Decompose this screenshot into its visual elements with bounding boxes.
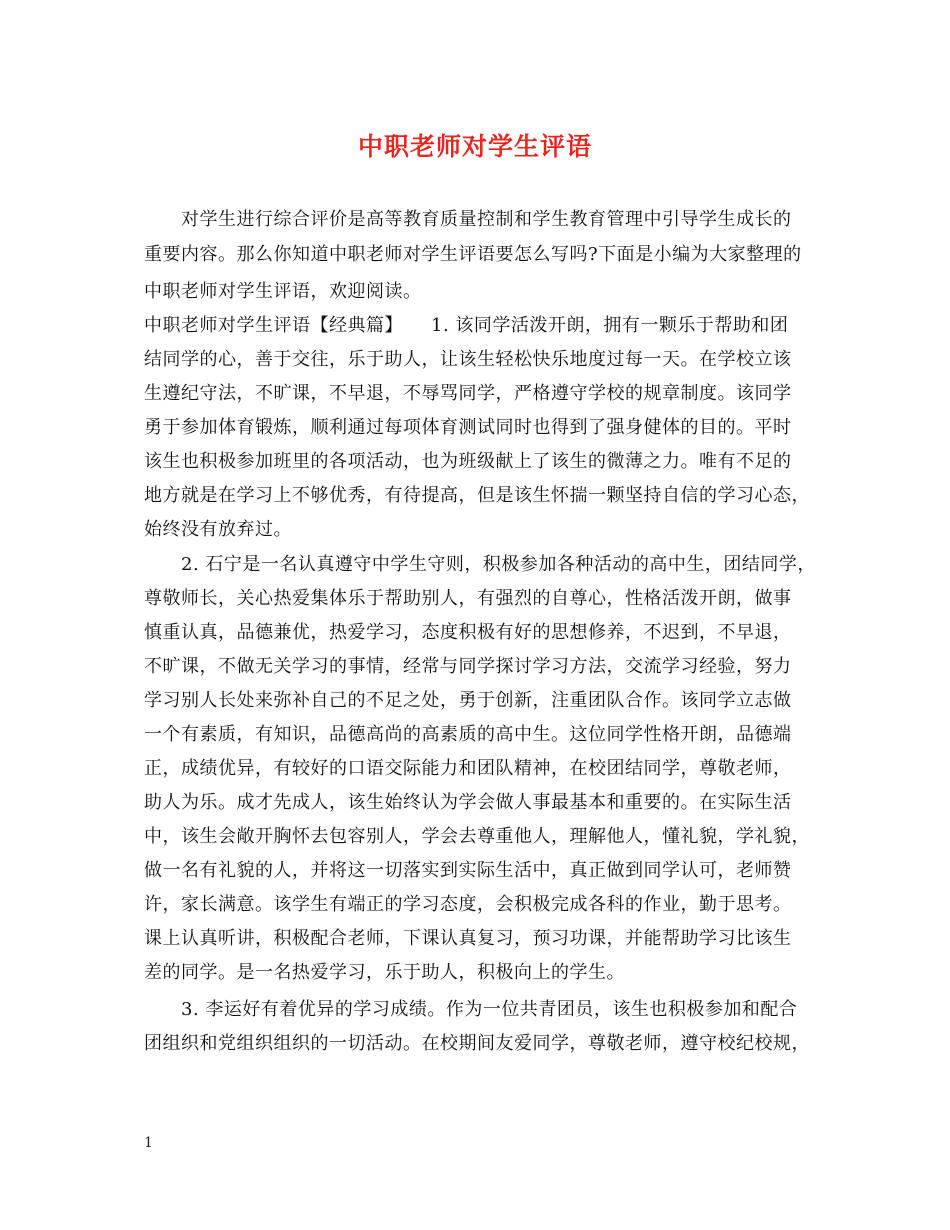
paragraph-line: 不旷课，不做无关学习的事情，经常与同学探讨学习方法，交流学习经验，努力 (144, 656, 792, 677)
paragraph-line: 始终没有放弃过。 (144, 519, 292, 540)
paragraph-line: 慎重认真，品德兼优，热爱学习，态度积极有好的思想修养，不迟到，不早退， (144, 622, 792, 643)
paragraph-line: 对学生进行综合评价是高等教育质量控制和学生教育管理中引导学生成长的 (181, 209, 792, 230)
paragraph-line: 2. 石宁是一名认真遵守中学生守则，积极参加各种活动的高中生，团结同学， (181, 554, 816, 575)
paragraph-line: 3. 李运好有着优异的学习成绩。作为一位共青团员，该生也积极参加和配合 (181, 999, 798, 1020)
paragraph-line: 中，该生会敞开胸怀去包容别人，学会去尊重他人，理解他人，懂礼貌，学礼貌， (144, 826, 810, 847)
paragraph-line: 勇于参加体育锻炼，顺利通过每项体育测试同时也得到了强身健体的目的。平时 (144, 417, 792, 438)
paragraph-line: 该生也积极参加班里的各项活动，也为班级献上了该生的微薄之力。唯有不足的 (144, 451, 792, 472)
paragraph-line: 许，家长满意。该学生有端正的学习态度，会积极完成各科的作业，勤于思考。 (144, 894, 792, 915)
paragraph-line: 课上认真听讲，积极配合老师，下课认真复习，预习功课，并能帮助学习比该生 (144, 928, 792, 949)
paragraph-line: 做一名有礼貌的人，并将这一切落实到实际生活中，真正做到同学认可，老师赞 (144, 860, 792, 881)
paragraph-line: 一个有素质，有知识，品德高尚的高素质的高中生。这位同学性格开朗，品德端 (144, 724, 792, 745)
paragraph-line: 助人为乐。成才先成人，该生始终认为学会做人事最基本和重要的。在实际生活 (144, 792, 792, 813)
paragraph-line: 学习别人长处来弥补自己的不足之处，勇于创新，注重团队合作。该同学立志做 (144, 690, 792, 711)
page-number: 1 (144, 1135, 153, 1151)
paragraph-line: 重要内容。那么你知道中职老师对学生评语要怎么写吗?下面是小编为大家整理的 (144, 244, 802, 265)
paragraph-line: 地方就是在学习上不够优秀，有待提高，但是该生怀揣一颗坚持自信的学习心态， (144, 485, 810, 506)
paragraph-line: 中职老师对学生评语，欢迎阅读。 (144, 281, 422, 302)
paragraph-line: 生遵纪守法，不旷课，不早退，不辱骂同学，严格遵守学校的规章制度。该同学 (144, 383, 792, 404)
paragraph-line: 差的同学。是一名热爱学习，乐于助人，积极向上的学生。 (144, 962, 625, 983)
paragraph-line: 团组织和党组织组织的一切活动。在校期间友爱同学，尊敬老师，遵守校纪校规， (144, 1033, 810, 1054)
paragraph-line: 中职老师对学生评语【经典篇】 1. 该同学活泼开朗，拥有一颗乐于帮助和团 (144, 315, 789, 336)
paragraph-line: 正，成绩优异，有较好的口语交际能力和团队精神，在校团结同学，尊敬老师， (144, 758, 792, 779)
paragraph-line: 尊敬师长，关心热爱集体乐于帮助别人，有强烈的自尊心，性格活泼开朗，做事 (144, 588, 792, 609)
document-title: 中职老师对学生评语 (357, 132, 592, 161)
paragraph-line: 结同学的心，善于交往，乐于助人，让该生轻松快乐地度过每一天。在学校立该 (144, 349, 792, 370)
